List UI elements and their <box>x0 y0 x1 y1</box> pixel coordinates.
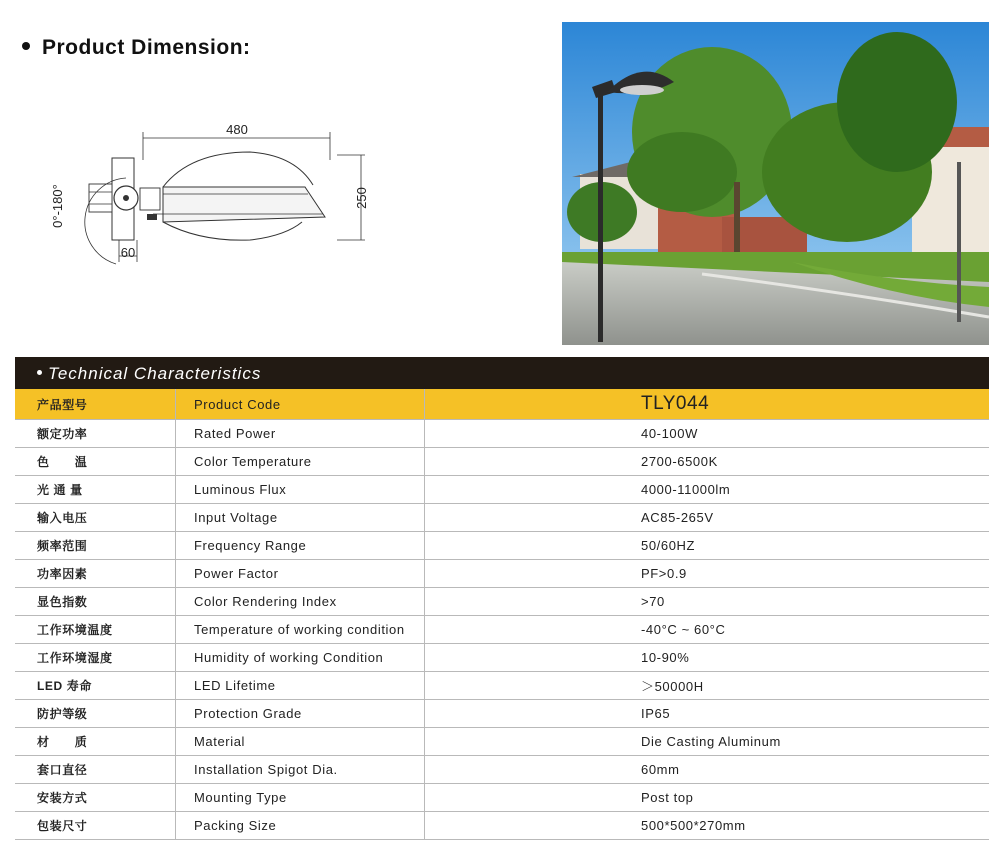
spec-value: 50/60HZ <box>425 532 990 560</box>
tech-characteristics-bar <box>15 357 989 389</box>
spec-row <box>15 532 989 560</box>
spec-cn-label: 套口直径 <box>15 756 176 784</box>
spec-cn-label: 产品型号 <box>15 389 176 420</box>
spec-row <box>15 420 989 448</box>
spec-row <box>15 476 989 504</box>
spec-en-label: Color Rendering Index <box>176 588 425 616</box>
spec-table <box>15 389 989 840</box>
spec-value: -40°C ~ 60°C <box>425 616 990 644</box>
spec-value: 500*500*270mm <box>425 812 990 840</box>
spec-row <box>15 672 989 700</box>
product-dimension-title <box>22 36 251 60</box>
spec-cn-label: 包装尺寸 <box>15 812 176 840</box>
spec-cn-label: 防护等级 <box>15 700 176 728</box>
spec-en-label: Product Code <box>176 389 425 420</box>
spec-cn-label: 工作环境温度 <box>15 616 176 644</box>
spec-value: PF>0.9 <box>425 560 990 588</box>
spec-en-label: Packing Size <box>176 812 425 840</box>
spec-en-label: LED Lifetime <box>176 672 425 700</box>
product-code-value: TLY044 <box>425 389 990 420</box>
spec-cn-label: 材 质 <box>15 728 176 756</box>
angle-dimension-label: 0°-180° <box>50 184 65 228</box>
spec-value: 40-100W <box>425 420 990 448</box>
spec-row <box>15 812 989 840</box>
spec-en-label: Luminous Flux <box>176 476 425 504</box>
spec-value: ＞50000H <box>425 672 990 700</box>
spec-row <box>15 728 989 756</box>
spec-en-label: Installation Spigot Dia. <box>176 756 425 784</box>
spec-cn-label: 频率范围 <box>15 532 176 560</box>
spec-row <box>15 560 989 588</box>
spec-value: 4000-11000lm <box>425 476 990 504</box>
spec-en-label: Frequency Range <box>176 532 425 560</box>
width-dimension-label: 480 <box>226 122 248 137</box>
spec-row <box>15 700 989 728</box>
street-light-photo <box>562 22 989 345</box>
spec-en-label: Humidity of working Condition <box>176 644 425 672</box>
tech-characteristics-title <box>37 364 261 384</box>
spec-row <box>15 588 989 616</box>
tech-characteristics-label: Technical Characteristics <box>48 364 262 383</box>
spec-en-label: Input Voltage <box>176 504 425 532</box>
spec-table-body <box>15 389 989 840</box>
spec-cn-label: 色 温 <box>15 448 176 476</box>
spec-cn-label: 工作环境湿度 <box>15 644 176 672</box>
spec-cn-label: 输入电压 <box>15 504 176 532</box>
spec-en-label: Mounting Type <box>176 784 425 812</box>
spec-row <box>15 784 989 812</box>
bullet-icon <box>37 370 42 375</box>
mount-dimension-label: 60 <box>120 245 136 260</box>
spec-cn-label: 安装方式 <box>15 784 176 812</box>
spec-value: IP65 <box>425 700 990 728</box>
spec-row <box>15 448 989 476</box>
spec-cn-label: LED 寿命 <box>15 672 176 700</box>
spec-en-label: Power Factor <box>176 560 425 588</box>
spec-en-label: Color Temperature <box>176 448 425 476</box>
height-dimension-label: 250 <box>354 187 369 209</box>
bullet-icon <box>22 42 30 50</box>
spec-cn-label: 功率因素 <box>15 560 176 588</box>
product-code-row <box>15 389 989 420</box>
dimension-drawing <box>40 110 380 280</box>
spec-en-label: Material <box>176 728 425 756</box>
spec-value: 2700-6500K <box>425 448 990 476</box>
spec-cn-label: 光 通 量 <box>15 476 176 504</box>
spec-row <box>15 644 989 672</box>
spec-value: 60mm <box>425 756 990 784</box>
spec-value: AC85-265V <box>425 504 990 532</box>
spec-en-label: Temperature of working condition <box>176 616 425 644</box>
spec-cn-label: 额定功率 <box>15 420 176 448</box>
spec-value: 10-90% <box>425 644 990 672</box>
spec-value: >70 <box>425 588 990 616</box>
spec-row <box>15 504 989 532</box>
spec-cn-label: 显色指数 <box>15 588 176 616</box>
spec-row <box>15 616 989 644</box>
spec-value: Post top <box>425 784 990 812</box>
spec-en-label: Rated Power <box>176 420 425 448</box>
product-dimension-label: Product Dimension: <box>42 36 251 59</box>
spec-value: Die Casting Aluminum <box>425 728 990 756</box>
spec-row <box>15 756 989 784</box>
spec-en-label: Protection Grade <box>176 700 425 728</box>
